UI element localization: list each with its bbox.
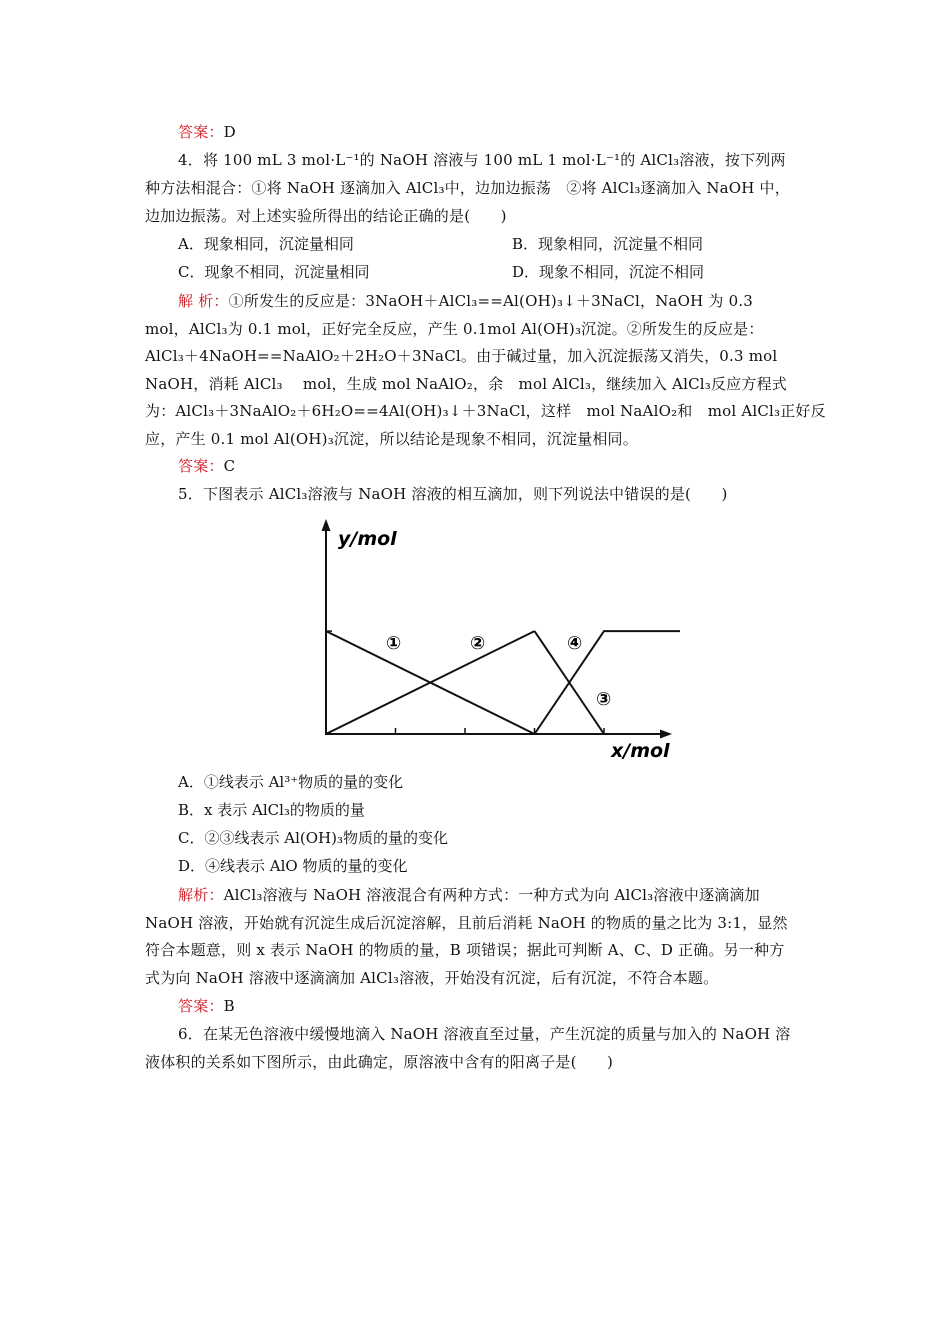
reaction-chart bbox=[300, 515, 680, 765]
x-axis-label: x/mol bbox=[611, 740, 670, 762]
answer-3: 答案：D bbox=[178, 123, 236, 141]
q4-option-b: B．现象相同，沉淀量不相同 bbox=[512, 235, 704, 253]
q5-stem: 5．下图表示 AlCl₃溶液与 NaOH 溶液的相互滴加，则下列说法中错误的是( ) bbox=[178, 485, 728, 503]
solution-4-line-2: mol，AlCl₃为 0.1 mol，正好完全反应，产生 0.1mol Al(OH)₃沉淀。②所发生的反应是： bbox=[145, 320, 764, 338]
answer-4: 答案：C bbox=[178, 457, 236, 475]
y-axis-arrow bbox=[322, 519, 331, 531]
solution-4-line-3: AlCl₃＋4NaOH==NaAlO₂＋2H₂O＋3NaCl。由于碱过量，加入沉淀振荡又消失，0.3 mol bbox=[145, 347, 778, 365]
q5-option-b: B．x 表示 AlCl₃的物质的量 bbox=[178, 801, 365, 819]
q5-option-d: D．④线表示 AlO 物质的量的变化 bbox=[178, 857, 408, 875]
solution-4-line-4: NaOH，消耗 AlCl₃ mol，生成 mol NaAlO₂，余 mol AlCl₃，继续加入 AlCl₃反应方程式 bbox=[145, 375, 787, 393]
solution-5-line-1: 解析：AlCl₃溶液与 NaOH 溶液混合有两种方式：一种方式为向 AlCl₃溶液中逐滴滴加 bbox=[178, 886, 760, 904]
solution-4-line-6: 应，产生 0.1 mol Al(OH)₃沉淀，所以结论是现象不相同，沉淀量相同。 bbox=[145, 430, 638, 448]
q4-option-c: C．现象不相同，沉淀量相同 bbox=[178, 263, 370, 281]
q5-option-c: C．②③线表示 Al(OH)₃物质的量的变化 bbox=[178, 829, 448, 847]
solution-5-line-2: NaOH 溶液，开始就有沉淀生成后沉淀溶解，且前后消耗 NaOH 的物质的量之比为 3:1，显然 bbox=[145, 914, 788, 932]
series-label-3: ③ bbox=[596, 689, 612, 710]
series-label-1: ① bbox=[386, 633, 402, 654]
q4-stem-line-3: 边加边振荡。对上述实验所得出的结论正确的是( ) bbox=[145, 207, 507, 225]
series-line-4 bbox=[535, 631, 681, 734]
q4-stem-line-2: 种方法相混合：①将 NaOH 逐滴加入 AlCl₃中，边加边振荡 ②将 AlCl₃逐滴加入 NaOH 中， bbox=[145, 179, 790, 197]
solution-5-line-3: 符合本题意，则 x 表示 NaOH 的物质的量，B 项错误；据此可判断 A、C、D 正确。另一种方 bbox=[145, 941, 785, 959]
answer-5: 答案：B bbox=[178, 997, 235, 1015]
q5-option-a: A．①线表示 Al³⁺物质的量的变化 bbox=[178, 773, 404, 791]
q4-stem-line-1: 4．将 100 mL 3 mol·L⁻¹的 NaOH 溶液与 100 mL 1 mol·L⁻¹的 AlCl₃溶液，按下列两 bbox=[178, 151, 786, 169]
solution-4-line-1: 解 析：①所发生的反应是：3NaOH＋AlCl₃==Al(OH)₃↓＋3NaCl，NaOH 为 0.3 bbox=[178, 292, 754, 310]
series-label-2: ② bbox=[470, 633, 486, 654]
q4-option-a: A．现象相同，沉淀量相同 bbox=[178, 235, 354, 253]
q6-stem-line-2: 液体积的关系如下图所示，由此确定，原溶液中含有的阳离子是( ) bbox=[145, 1053, 614, 1071]
solution-5-line-4: 式为向 NaOH 溶液中逐滴滴加 AlCl₃溶液，开始没有沉淀，后有沉淀，不符合本题。 bbox=[145, 969, 719, 987]
q6-stem-line-1: 6．在某无色溶液中缓慢地滴入 NaOH 溶液直至过量，产生沉淀的质量与加入的 NaOH 溶 bbox=[178, 1025, 791, 1043]
series-label-4: ④ bbox=[567, 633, 583, 654]
y-axis-label: y/mol bbox=[338, 528, 397, 550]
x-axis-arrow bbox=[660, 730, 672, 739]
q4-option-d: D．现象不相同，沉淀不相同 bbox=[512, 263, 705, 281]
solution-4-line-5: 为：AlCl₃＋3NaAlO₂＋6H₂O==4Al(OH)₃↓＋3NaCl，这样 mol NaAlO₂和 mol AlCl₃正好反 bbox=[145, 402, 826, 420]
